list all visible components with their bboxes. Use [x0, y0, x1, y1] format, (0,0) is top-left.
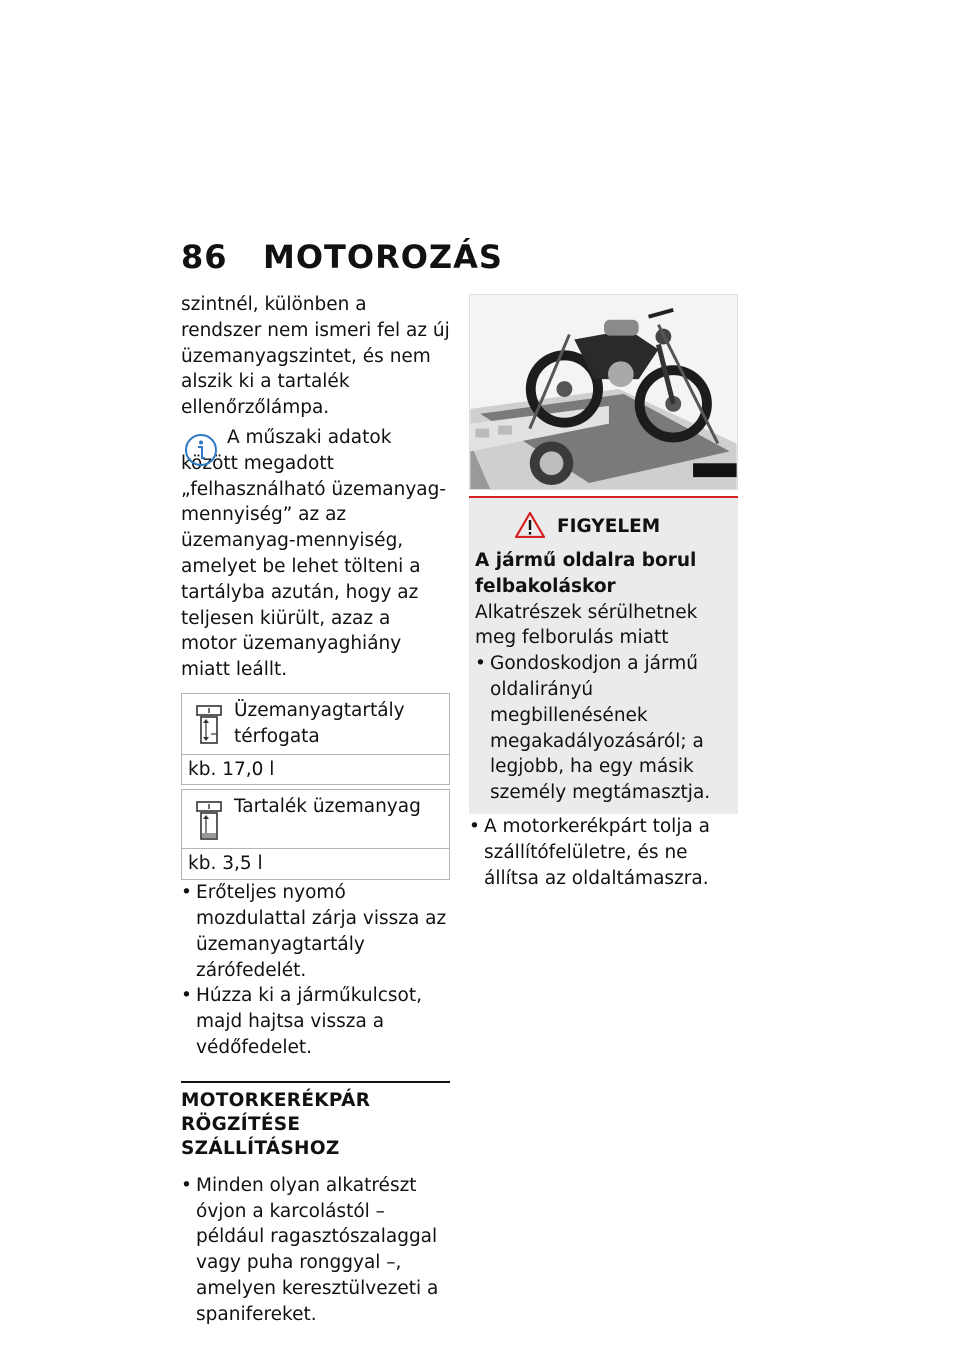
section-instruction-list — [181, 1173, 450, 1328]
info-text: A műszaki adatok között megadott „felhasználható üzemanyag-mennyiség” az az üzemanyag-mennyiség, amelyet be lehet tölteni a tartályba azután, hogy az teljesen kiürült, azaz a motor üzemanyaghiány miatt leállt. — [181, 426, 447, 681]
warning-box — [469, 496, 738, 814]
section-divider — [181, 1081, 450, 1083]
warning-triangle-icon — [515, 512, 545, 538]
spec-label: Tartalék üzemanyag — [234, 796, 421, 818]
left-column — [181, 292, 450, 1328]
warning-header — [475, 510, 730, 540]
info-note — [181, 425, 450, 683]
spec-table-tank — [181, 693, 450, 785]
spec-row-label — [182, 790, 449, 849]
motorcycle-on-trailer-image — [469, 294, 738, 490]
intro-paragraph: szintnél, különben a rendszer nem ismeri fel az új üzemanyagszintet, és nem alszik ki a tartalék ellenőrzőlámpa. — [181, 294, 450, 419]
spec-value: kb. 3,5 l — [188, 853, 263, 875]
page-header — [181, 238, 503, 276]
list-item: • Gondoskodjon a jármű oldalirányú megbillenésének megakadályozásáról; a legjobb, ha egy másik személy megtámasztja. — [475, 651, 730, 806]
section-title: MOTORKERÉKPÁR RÖGZÍTÉSE SZÁLLÍTÁSHOZ — [181, 1089, 371, 1159]
list-item: • Erőteljes nyomó mozdulattal zárja vissza az üzemanyagtartály zárófedelét. — [181, 880, 450, 983]
chapter-title: MOTOROZÁS — [263, 238, 503, 276]
fuel-tank-icon — [196, 704, 222, 746]
instruction-list — [181, 880, 450, 1061]
spec-row-label — [182, 694, 449, 755]
list-item: • A motorkerékpárt tolja a szállítófelületre, és ne állítsa az oldaltámaszra. — [469, 814, 738, 891]
fuel-tank-icon — [196, 800, 222, 842]
warning-title: A jármű oldalra borul felbakoláskor — [475, 550, 697, 597]
page-number: 86 — [181, 238, 228, 276]
spec-table-reserve — [181, 789, 450, 880]
right-column — [469, 294, 738, 891]
warning-label: FIGYELEM — [557, 516, 661, 537]
warning-list — [475, 651, 730, 806]
spec-value: kb. 17,0 l — [188, 758, 275, 780]
instruction-list — [469, 814, 738, 891]
list-item: • Húzza ki a járműkulcsot, majd hajtsa vissza a védőfedelet. — [181, 983, 450, 1060]
spec-label: Üzemanyagtartály térfogata — [234, 699, 405, 747]
warning-text: Alkatrészek sérülhetnek meg felborulás miatt — [475, 601, 698, 649]
list-item: • Minden olyan alkatrészt óvjon a karcolástól – például ragasztószalaggal vagy puha ronggyal –, amelyen keresztülvezeti a spanifereket. — [181, 1173, 450, 1328]
info-icon — [184, 433, 218, 467]
